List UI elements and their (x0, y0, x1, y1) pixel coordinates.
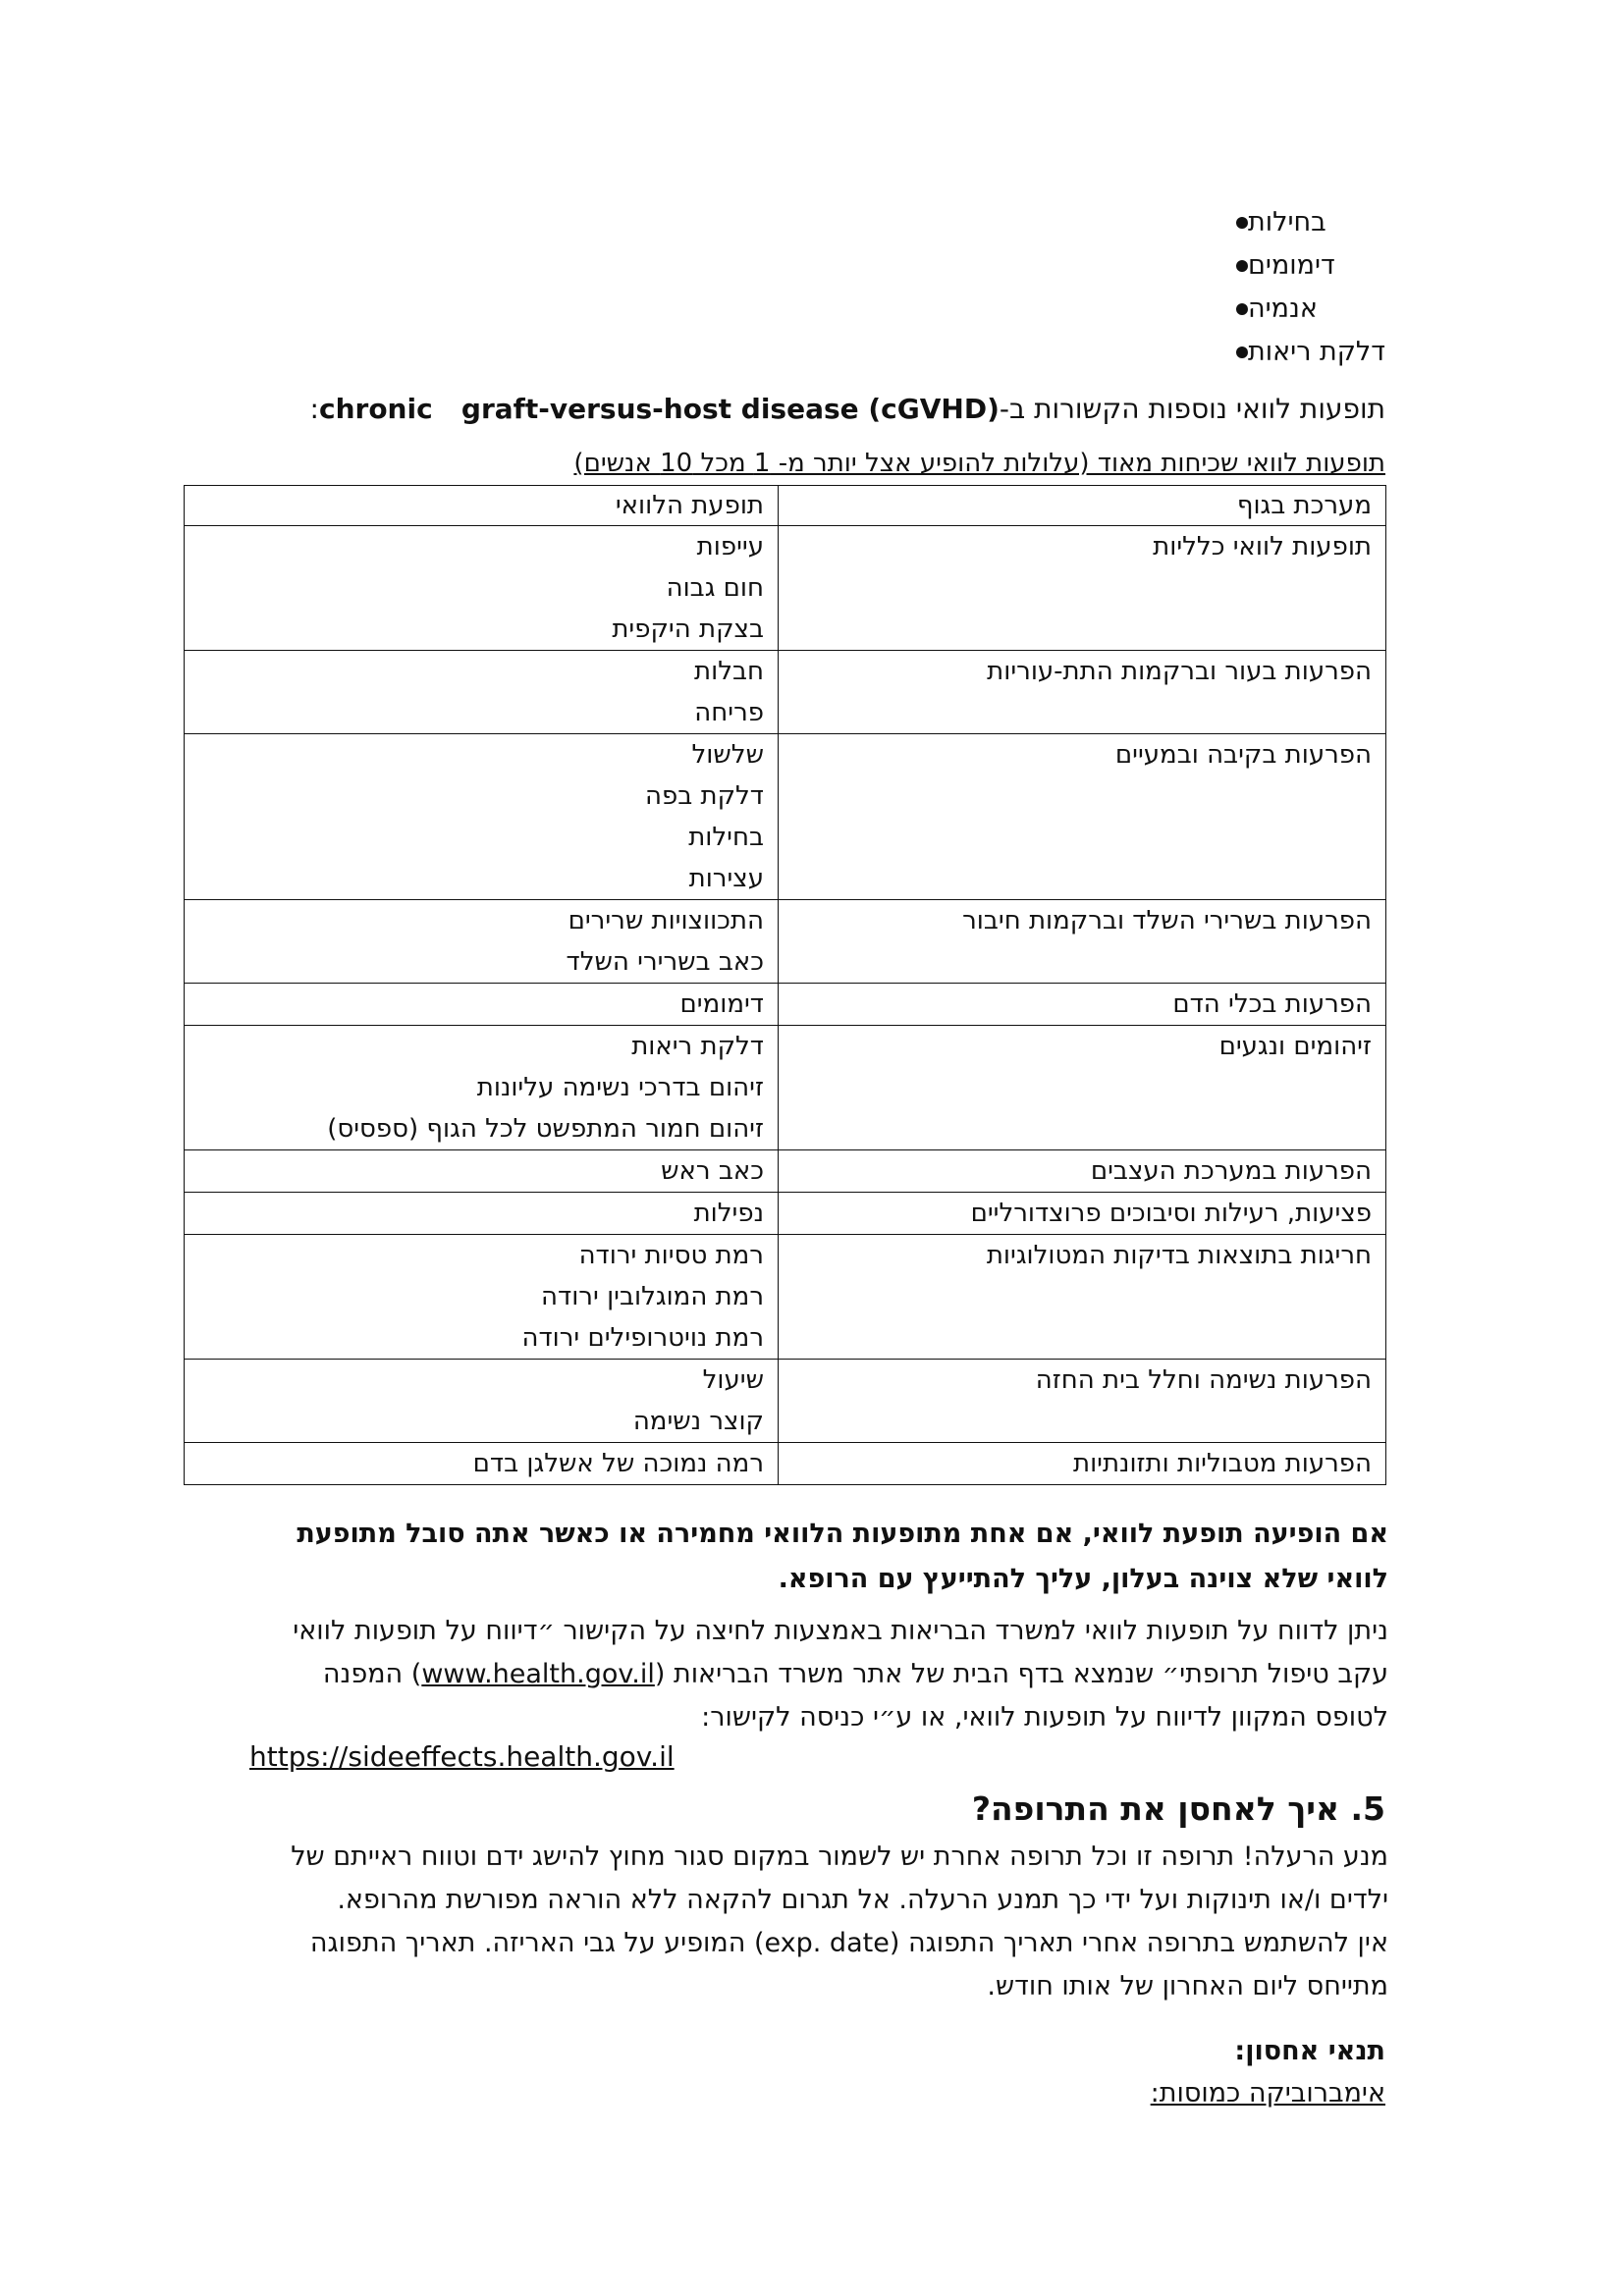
list-item: דלקת ריאות (1211, 331, 1385, 374)
side-effect-item: זיהום בדרכי נשימה עליונות (476, 1073, 764, 1102)
list-item: אנמיה (1211, 288, 1385, 331)
section-title: 5. איך לאחסן את התרופה? (971, 1789, 1385, 1828)
header-body-system: מערכת בגוף (779, 486, 1386, 526)
side-effect-item: דלקת בפה (644, 781, 764, 811)
table-header-row (185, 486, 1386, 526)
table-row (185, 1193, 1386, 1235)
cgvhd-intro-english: chronic graft-versus-host disease (cGVHD) (318, 393, 1000, 425)
storage-conditions-title: תנאי אחסון: (1234, 2036, 1385, 2066)
side-effect-item: כאב בשרירי השלד (566, 947, 764, 977)
storage-conditions-subtitle: אימברוביקה כמוסות: (1150, 2078, 1385, 2109)
side-effect-cell (185, 1235, 779, 1360)
body-system-cell: הפרעות מטבוליות ותזונתיות (779, 1443, 1386, 1485)
bullet-icon (1236, 217, 1248, 229)
body-system-cell: חריגות בתוצאות בדיקות המטולוגיות (779, 1235, 1386, 1360)
side-effect-cell (185, 526, 779, 651)
side-effect-item: פריחה (694, 698, 764, 727)
side-effect-cell (185, 651, 779, 734)
body-system-cell: תופעות לוואי כלליות (779, 526, 1386, 651)
bullet-icon (1236, 303, 1248, 315)
table-row (185, 526, 1386, 651)
side-effect-item: התכווצויות שרירים (568, 906, 764, 935)
side-effect-item: חום גבוה (666, 573, 764, 603)
side-effect-item: בחילות (688, 823, 764, 852)
side-effect-cell (185, 1026, 779, 1150)
cgvhd-intro-line (207, 388, 1385, 431)
side-effect-item: נפילות (693, 1199, 764, 1228)
list-item: דימומים (1211, 244, 1385, 288)
side-effects-bullet-list (1211, 201, 1385, 374)
table-row (185, 1150, 1386, 1193)
body-system-cell: הפרעות בקיבה ובמעיים (779, 734, 1386, 900)
side-effects-table (184, 485, 1386, 1485)
side-effect-item: רמת טסיות ירודה (578, 1241, 764, 1270)
side-effect-cell (185, 984, 779, 1026)
bullet-icon (1236, 347, 1248, 358)
body-system-cell: הפרעות בשרירי השלד וברקמות חיבור (779, 900, 1386, 984)
side-effect-cell (185, 1443, 779, 1485)
side-effect-item: עצירות (688, 864, 764, 893)
storage-paragraph (249, 1836, 1388, 2008)
consult-doctor-note: אם הופיעה תופעת לוואי, אם אחת מתופעות הלוואי מחמירה או כאשר אתה סובל מתופעת לוואי שלא צוינה בעלון, עליך להתייעץ עם הרופא. (297, 1519, 1388, 1594)
table-row (185, 984, 1386, 1026)
side-effect-item: בצקת היקפית (612, 614, 764, 644)
table-row (185, 1026, 1386, 1150)
table-row (185, 1443, 1386, 1485)
table-row (185, 734, 1386, 900)
cgvhd-intro-hebrew: תופעות לוואי נוספות הקשורות ב- (999, 393, 1385, 425)
cgvhd-intro-suffix: : (309, 393, 319, 425)
table-row (185, 1235, 1386, 1360)
report-paragraph: ניתן לדווח על תופעות לוואי למשרד הבריאות באמצעות לחיצה על הקישור ״דיווח על תופעות לוואי עקב טיפול תרופתי״ שנמצא בדף הבית של אתר משרד הבריאות (www.health.gov.il) המפנה לטופס המקוון לדיווח על תופעות לוואי, או ע״י כניסה לקישור: (293, 1616, 1388, 1733)
body-system-cell: הפרעות במערכת העצבים (779, 1150, 1386, 1193)
side-effect-cell (185, 1150, 779, 1193)
side-effect-item: רמת המוגלובין ירודה (541, 1282, 764, 1311)
side-effect-item: עייפות (696, 532, 764, 561)
side-effect-item: רמה נמוכה של אשלגן בדם (472, 1449, 764, 1478)
side-effect-item: דימומים (679, 989, 764, 1019)
side-effect-item: קוצר נשימה (632, 1407, 764, 1436)
table-caption: תופעות לוואי שכיחות מאוד (עלולות להופיע אצל יותר מ- 1 מכל 10 אנשים) (573, 449, 1385, 478)
expiry-note: אין להשתמש בתרופה אחרי תאריך התפוגה (exp. date) המופיע על גבי האריזה. תאריך התפוגה מתייחס ליום האחרון של אותו חודש. (309, 1928, 1388, 2002)
bullet-icon (1236, 260, 1248, 272)
body-system-cell: פציעות, רעילות וסיבוכים פרוצדורליים (779, 1193, 1386, 1235)
body-system-cell: זיהומים ונגעים (779, 1026, 1386, 1150)
table-row (185, 900, 1386, 984)
side-effect-cell (185, 1193, 779, 1235)
side-effect-cell (185, 734, 779, 900)
side-effect-cell (185, 1360, 779, 1443)
side-effect-item: זיהום חמור המתפשט לכל הגוף (ספסיס) (327, 1114, 764, 1144)
poison-warning: מנע הרעלה! תרופה זו וכל תרופה אחרת יש לשמור במקום סגור מחוץ להישג ידם וטווח ראייתם של ילדים ו/או תינוקות ועל ידי כך תמנע הרעלה. אל תגרום להקאה ללא הוראה מפורשת מהרופא. (291, 1842, 1388, 1915)
side-effect-item: חבלות (694, 657, 764, 686)
body-system-cell: הפרעות בעור וברקמות התת-עוריות (779, 651, 1386, 734)
side-effects-form-link[interactable]: https://sideeffects.health.gov.il (249, 1740, 675, 1773)
side-effect-item: כאב ראש (661, 1156, 764, 1186)
body-system-cell: הפרעות בכלי הדם (779, 984, 1386, 1026)
list-item: בחילות (1211, 201, 1385, 244)
side-effect-item: שיעול (702, 1365, 764, 1395)
table-row (185, 651, 1386, 734)
health-site-link[interactable]: www.health.gov.il (421, 1659, 655, 1689)
side-effect-item: רמת נויטרופילים ירודה (521, 1323, 764, 1353)
table-row (185, 1360, 1386, 1443)
side-effect-item: דלקת ריאות (631, 1032, 764, 1061)
header-side-effect: תופעת הלוואי (185, 486, 779, 526)
body-system-cell: הפרעות נשימה וחלל בית החזה (779, 1360, 1386, 1443)
side-effect-cell (185, 900, 779, 984)
side-effect-item: שלשול (691, 740, 764, 770)
